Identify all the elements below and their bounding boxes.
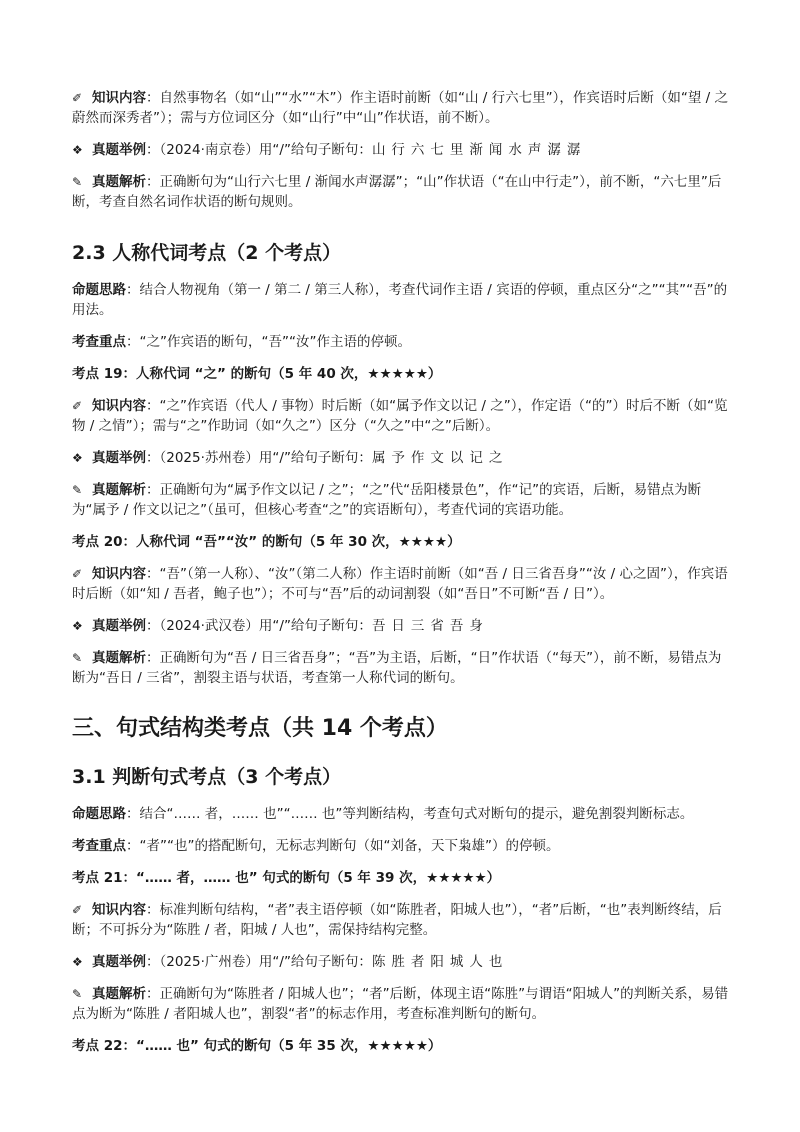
analysis-text: ：正确断句为“属予作文以记 / 之”；“之”代“岳阳楼景色”，作“记”的宾语，后断，易错点为断为“属予 / 作文以记之”（虽可，但核心考查“之”的宾语断句），考查代词的宾语功能。	[72, 482, 702, 518]
knowledge-text: ：自然事物名（如“山”“水”“木”）作主语时前断（如“山 / 行六七里”），作宾语时后断（如“望 / 之蔚然而深秀者”）；需与方位词区分（如“山行”中“山”作状语，前不断）。	[72, 90, 728, 126]
analysis-paragraph	[72, 984, 732, 1024]
pen-icon: ✎	[72, 987, 83, 1001]
focus-label: 考查重点	[72, 334, 126, 350]
section-heading-2-3: 2.3 人称代词考点（2 个考点）	[72, 242, 342, 264]
focus-paragraph	[72, 332, 732, 352]
focus-paragraph	[72, 836, 732, 856]
point-heading-22: 考点 22：“…… 也” 句式的断句（5 年 35 次，★★★★★）	[72, 1038, 442, 1054]
example-text: ：（2024·南京卷）用“/”给句子断句：	[146, 142, 372, 158]
example-text: ：（2025·苏州卷）用“/”给句子断句：	[146, 450, 372, 466]
thinking-label: 命题思路	[72, 806, 126, 822]
pen-icon: ✎	[72, 651, 83, 665]
focus-label: 考查重点	[72, 838, 126, 854]
diamond-bullet-icon: ❖	[72, 955, 83, 969]
analysis-label: 真题解析	[92, 650, 146, 666]
pen-icon: ✎	[72, 175, 83, 189]
pencil-icon: ✐	[72, 567, 83, 581]
example-sentence: 吾日三省吾身	[371, 618, 489, 634]
example-label: 真题举例	[92, 450, 146, 466]
thinking-text: ：结合人物视角（第一 / 第二 / 第三人称），考查代词作主语 / 宾语的停顿，重点区分“之”“其”“吾”的用法。	[72, 282, 728, 318]
knowledge-label: 知识内容	[92, 398, 146, 414]
knowledge-text: ：标准判断句结构，“者”表主语停顿（如“陈胜者，阳城人也”），“者”后断，“也”表判断终结，后断；不可拆分为“陈胜 / 者，阳城 / 人也”，需保持结构完整。	[72, 902, 722, 938]
example-paragraph	[72, 448, 732, 468]
focus-text: ：“之”作宾语的断句，“吾”“汝”作主语的停顿。	[126, 334, 411, 350]
document-page	[72, 88, 732, 1068]
section-heading-3-1: 3.1 判断句式考点（3 个考点）	[72, 766, 342, 788]
example-label: 真题举例	[92, 142, 146, 158]
knowledge-text: ：“之”作宾语（代人 / 事物）时后断（如“属予作文以记 / 之”），作定语（“的”）时后不断（如“览物 / 之情”）；需与“之”作助词（如“久之”）区分（“久之”中“之”后断）。	[72, 398, 728, 434]
section-heading-3: 三、句式结构类考点（共 14 个考点）	[72, 716, 448, 741]
analysis-label: 真题解析	[92, 986, 146, 1002]
knowledge-paragraph	[72, 396, 732, 436]
thinking-paragraph	[72, 804, 732, 824]
knowledge-label: 知识内容	[92, 90, 146, 106]
example-text: ：（2025·广州卷）用“/”给句子断句：	[146, 954, 372, 970]
example-sentence: 属予作文以记之	[371, 450, 509, 466]
example-paragraph	[72, 616, 732, 636]
analysis-text: ：正确断句为“陈胜者 / 阳城人也”；“者”后断，体现主语“陈胜”与谓语“阳城人”的判断关系，易错点为断为“陈胜 / 者阳城人也”，割裂“者”的标志作用，考查标准判断句的断句。	[72, 986, 729, 1022]
analysis-label: 真题解析	[92, 482, 146, 498]
example-paragraph	[72, 952, 732, 972]
thinking-label: 命题思路	[72, 282, 126, 298]
thinking-paragraph	[72, 280, 732, 320]
pencil-icon: ✐	[72, 399, 83, 413]
point-heading-21: 考点 21：“…… 者，…… 也” 句式的断句（5 年 39 次，★★★★★）	[72, 870, 501, 886]
knowledge-label: 知识内容	[92, 566, 146, 582]
analysis-paragraph	[72, 648, 732, 688]
example-label: 真题举例	[92, 954, 146, 970]
analysis-text: ：正确断句为“山行六七里 / 渐闻水声潺潺”；“山”作状语（“在山中行走”），前不断，“六七里”后断，考查自然名词作状语的断句规则。	[72, 174, 722, 210]
analysis-label: 真题解析	[92, 174, 146, 190]
example-sentence: 陈胜者阳城人也	[371, 954, 509, 970]
example-sentence: 山行六七里渐闻水声潺潺	[371, 142, 587, 158]
point-heading-19: 考点 19：人称代词 “之” 的断句（5 年 40 次，★★★★★）	[72, 366, 442, 382]
pencil-icon: ✐	[72, 903, 83, 917]
knowledge-label: 知识内容	[92, 902, 146, 918]
point-heading-20: 考点 20：人称代词 “吾”“汝” 的断句（5 年 30 次，★★★★）	[72, 534, 461, 550]
knowledge-paragraph	[72, 88, 732, 128]
diamond-bullet-icon: ❖	[72, 451, 83, 465]
knowledge-paragraph	[72, 900, 732, 940]
example-text: ：（2024·武汉卷）用“/”给句子断句：	[146, 618, 372, 634]
analysis-paragraph	[72, 480, 732, 520]
analysis-paragraph	[72, 172, 732, 212]
analysis-text: ：正确断句为“吾 / 日三省吾身”；“吾”为主语，后断，“日”作状语（“每天”），前不断，易错点为断为“吾日 / 三省”，割裂主语与状语，考查第一人称代词的断句。	[72, 650, 722, 686]
example-label: 真题举例	[92, 618, 146, 634]
pen-icon: ✎	[72, 483, 83, 497]
knowledge-text: ：“吾”（第一人称）、“汝”（第二人称）作主语时前断（如“吾 / 日三省吾身”“汝 / 心之固”），作宾语时后断（如“知 / 吾者，鲍子也”）；不可与“吾”后的动词割裂（如“吾日”不可断“吾 / 日”）。	[72, 566, 728, 602]
pencil-icon: ✐	[72, 91, 83, 105]
thinking-text: ：结合“…… 者，…… 也”“…… 也”等判断结构，考查句式对断句的提示，避免割裂判断标志。	[126, 806, 694, 822]
focus-text: ：“者”“也”的搭配断句，无标志判断句（如“刘备，天下枭雄”）的停顿。	[126, 838, 560, 854]
knowledge-paragraph	[72, 564, 732, 604]
diamond-bullet-icon: ❖	[72, 619, 83, 633]
diamond-bullet-icon: ❖	[72, 143, 83, 157]
example-paragraph	[72, 140, 732, 160]
